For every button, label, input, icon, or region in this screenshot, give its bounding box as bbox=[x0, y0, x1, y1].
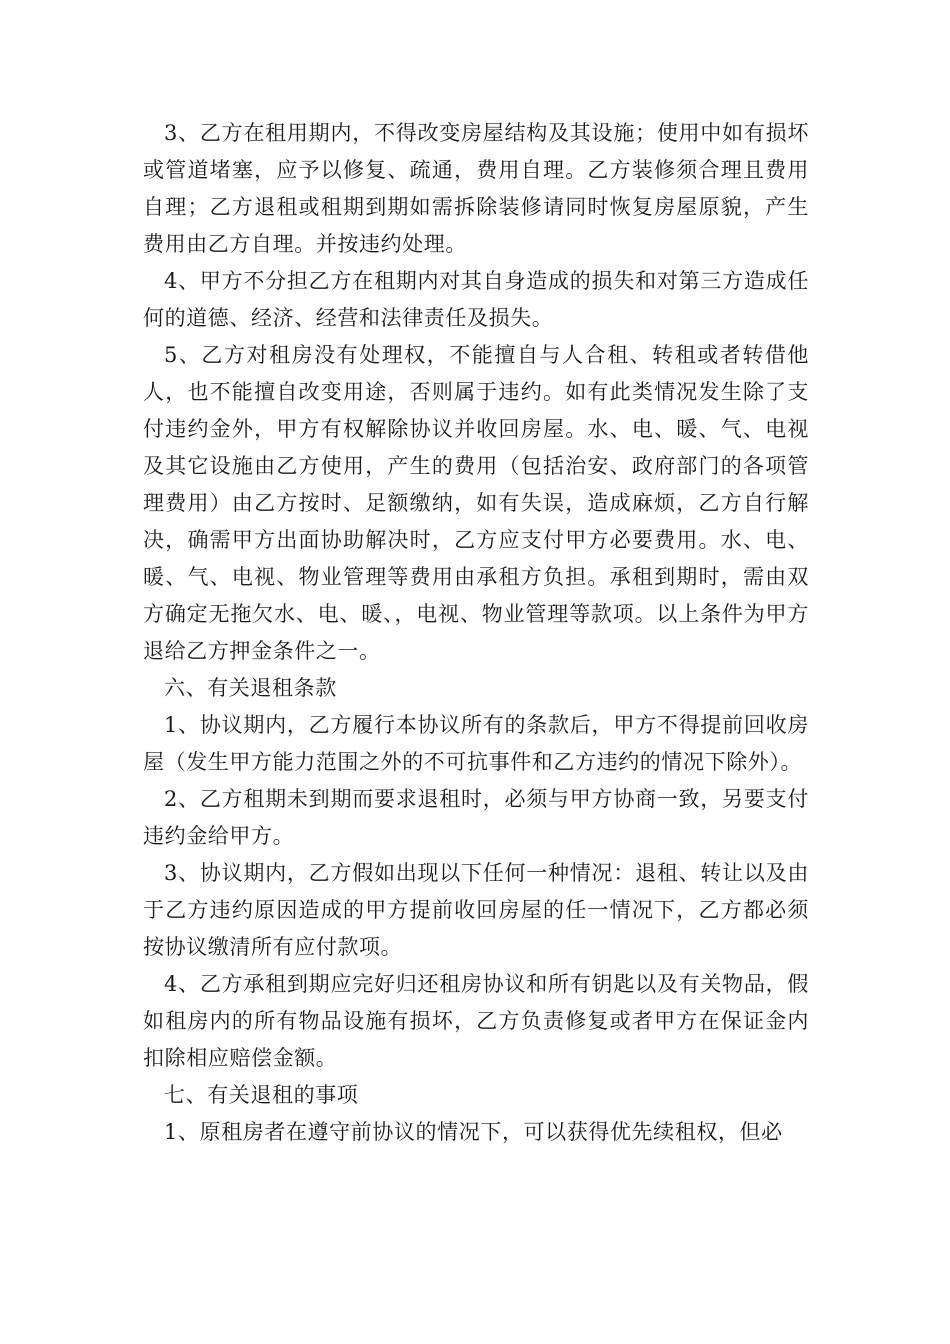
clause-5-4: 4、甲方不分担乙方在租期内对其自身造成的损失和对第三方造成任何的道德、经济、经营和法律责任及损失。 bbox=[143, 269, 809, 330]
clause-6-3: 3、协议期内，乙方假如出现以下任何一种情况：退租、转让以及由于乙方违约原因造成的甲方提前收回房屋的任一情况下，乙方都必须按协议缴清所有应付款项。 bbox=[143, 861, 809, 959]
document-body bbox=[143, 115, 809, 1151]
clause-7-1: 1、原租房者在遵守前协议的情况下，可以获得优先续租权，但必 bbox=[164, 1120, 783, 1144]
clause-6-1: 1、协议期内，乙方履行本协议所有的条款后，甲方不得提前回收房屋（发生甲方能力范围之外的不可抗事件和乙方违约的情况下除外）。 bbox=[143, 713, 809, 774]
clause-6-4: 4、乙方承租到期应完好归还租房协议和所有钥匙以及有关物品，假如租房内的所有物品设施有损坏，乙方负责修复或者甲方在保证金内扣除相应赔偿金额。 bbox=[143, 972, 809, 1070]
clause-5-3: 3、乙方在租用期内，不得改变房屋结构及其设施；使用中如有损坏或管道堵塞，应予以修复、疏通，费用自理。乙方装修须合理且费用自理；乙方退租或租期到期如需拆除装修请同时恢复房屋原貌，产生费用由乙方自理。并按违约处理。 bbox=[143, 121, 809, 256]
section-heading-7: 七、有关退租的事项 bbox=[164, 1083, 359, 1107]
clause-5-5: 5、乙方对租房没有处理权，不能擅自与人合租、转租或者转借他人，也不能擅自改变用途，否则属于违约。如有此类情况发生除了支付违约金外，甲方有权解除协议并收回房屋。水、电、暖、气、电视及其它设施由乙方使用，产生的费用（包括治安、政府部门的各项管理费用）由乙方按时、足额缴纳，如有失误，造成麻烦，乙方自行解决，确需甲方出面协助解决时，乙方应支付甲方必要费用。水、电、暖、气、电视、物业管理等费用由承租方负担。承租到期时，需由双方确定无拖欠水、电、暖、，电视、物业管理等款项。以上条件为甲方退给乙方押金条件之一。 bbox=[143, 343, 809, 663]
section-heading-6: 六、有关退租条款 bbox=[164, 676, 337, 700]
clause-6-2: 2、乙方租期未到期而要求退租时，必须与甲方协商一致，另要支付违约金给甲方。 bbox=[143, 787, 809, 848]
